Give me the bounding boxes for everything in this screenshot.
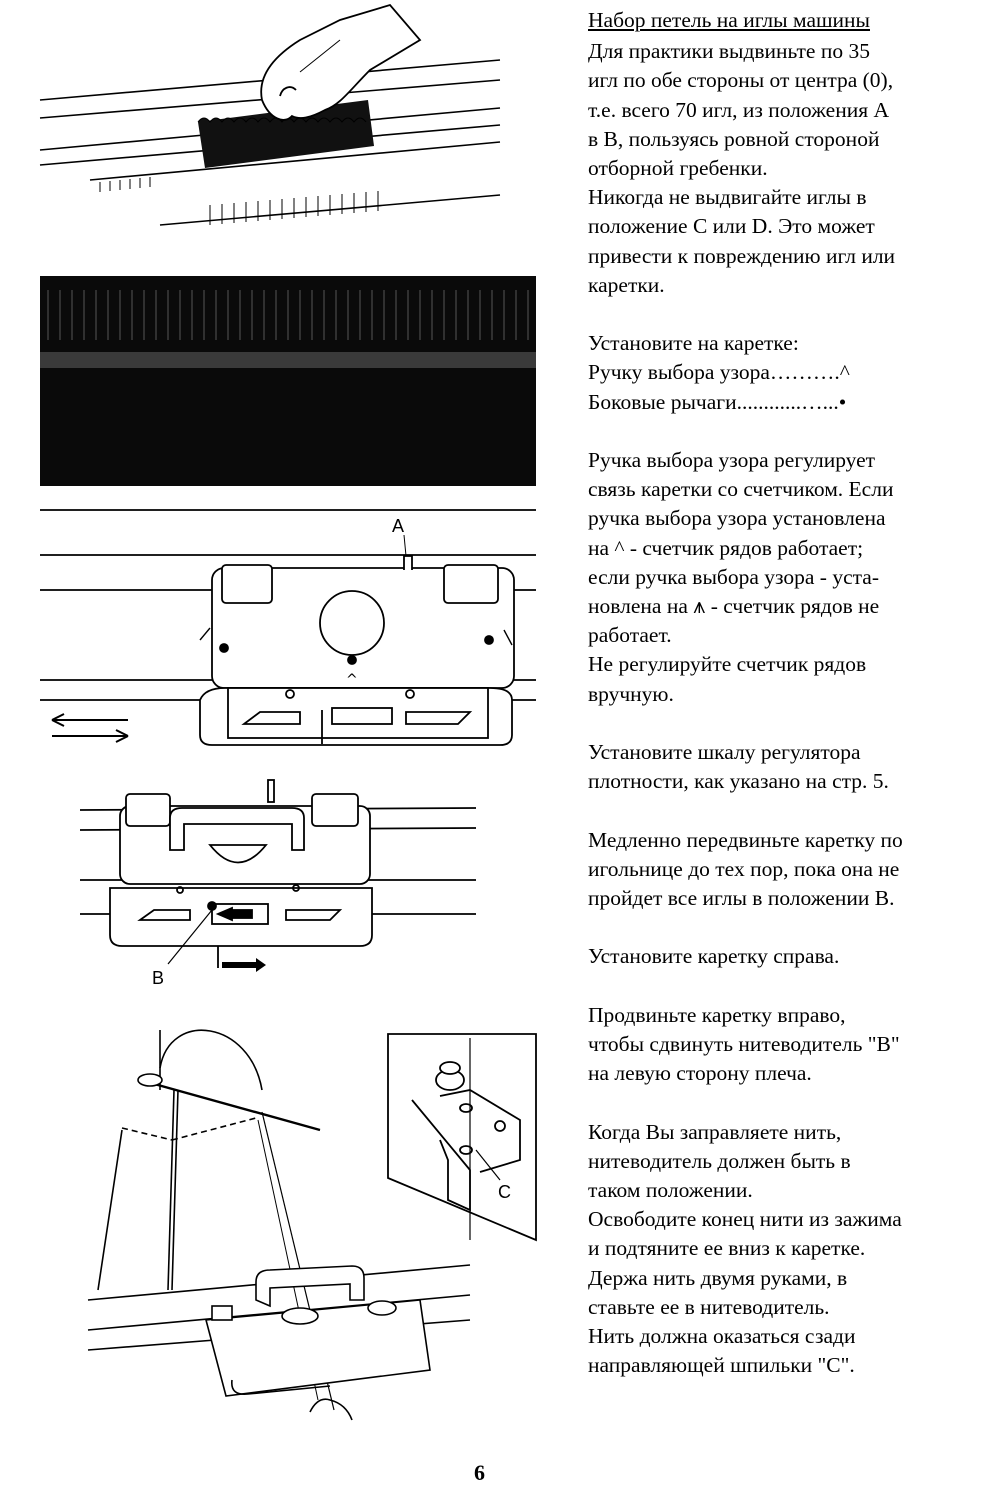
- arrow-right: [222, 958, 266, 972]
- text-line: если ручка выбора узора - уста-: [588, 564, 879, 589]
- text-line: плотности, как указано на стр. 5.: [588, 769, 889, 794]
- paragraph-pattern-knob: [588, 446, 988, 709]
- text-line: в В, пользуясь ровной стороной: [588, 126, 880, 151]
- instructions-text: [588, 6, 988, 1410]
- text-line: игольнице до тех пор, пока она не: [588, 856, 900, 881]
- text-line: направляющей шпильки "С".: [588, 1353, 855, 1378]
- text-line: Нить должна оказаться сзади: [588, 1324, 856, 1349]
- label-mark: ^: [346, 672, 358, 688]
- paragraph-carriage-settings: [588, 329, 988, 417]
- text-line: Держа нить двумя руками, в: [588, 1265, 848, 1290]
- text-line: Для практики выдвиньте по 35: [588, 39, 870, 64]
- text-line: Установите шкалу регулятора: [588, 740, 861, 765]
- paragraph-move-carriage: [588, 826, 988, 914]
- text-line: Продвиньте каретку вправо,: [588, 1002, 846, 1027]
- hand: [261, 5, 420, 120]
- text-line: Ручку выбора узора……….^: [588, 360, 850, 385]
- paragraph-tension-dial: [588, 738, 988, 796]
- label-c: C: [498, 1182, 511, 1202]
- text-line: положение С или D. Это может: [588, 214, 875, 239]
- text-line: работает.: [588, 623, 672, 648]
- text-line: связь каретки со счетчиком. Если: [588, 477, 894, 502]
- text-line: каретки.: [588, 272, 665, 297]
- label-a: A: [392, 516, 405, 536]
- text-line: нитеводитель должен быть в: [588, 1148, 851, 1173]
- text-line: новлена на ⩚ - счетчик рядов не: [588, 594, 880, 619]
- label-b: B: [152, 968, 165, 988]
- text-line: привести к повреждению игл или: [588, 243, 896, 268]
- page-title: Набор петель на иглы машины: [588, 8, 870, 32]
- text-line: Медленно передвиньте каретку по: [588, 827, 903, 852]
- text-line: чтобы сдвинуть нитеводитель "В": [588, 1032, 900, 1057]
- text-line: Боковые рычаги............…...•: [588, 389, 847, 414]
- page-number: 6: [474, 1460, 485, 1485]
- text-line: Установите на каретке:: [588, 331, 799, 356]
- text-line: т.е. всего 70 игл, из положения А: [588, 97, 890, 122]
- text-line: ручка выбора узора установлена: [588, 506, 886, 531]
- figure-carriage-handle: [80, 780, 476, 968]
- text-line: Освободите конец нити из зажима: [588, 1207, 902, 1232]
- figure-carriage-front: [40, 510, 536, 745]
- text-line: отборной гребенки.: [588, 156, 768, 181]
- paragraph-thread-guide: [588, 1001, 988, 1089]
- text-line: на ^ - счетчик рядов работает;: [588, 535, 864, 560]
- paragraph-carriage-right: [588, 942, 988, 971]
- figure-inset-guide-pin: [388, 1034, 536, 1240]
- text-line: Когда Вы заправляете нить,: [588, 1119, 842, 1144]
- text-line: вручную.: [588, 681, 674, 706]
- figure-knitted-fabric: [40, 276, 536, 486]
- text-line: Установите каретку справа.: [588, 944, 840, 969]
- text-line: ставьте ее в нитеводитель.: [588, 1294, 830, 1319]
- text-line: Не регулируйте счетчик рядов: [588, 652, 867, 677]
- text-line: игл по обе стороны от центра (0),: [588, 68, 894, 93]
- text-line: Ручка выбора узора регулирует: [588, 448, 876, 473]
- text-line: и подтяните ее вниз к каретке.: [588, 1236, 866, 1261]
- paragraph-threading: [588, 1118, 988, 1381]
- text-line: Никогда не выдвигайте иглы в: [588, 185, 867, 210]
- text-line: таком положении.: [588, 1178, 753, 1203]
- text-line: на левую сторону плеча.: [588, 1061, 812, 1086]
- paragraph-needle-selection: [588, 37, 988, 300]
- text-line: пройдет все иглы в положении В.: [588, 886, 895, 911]
